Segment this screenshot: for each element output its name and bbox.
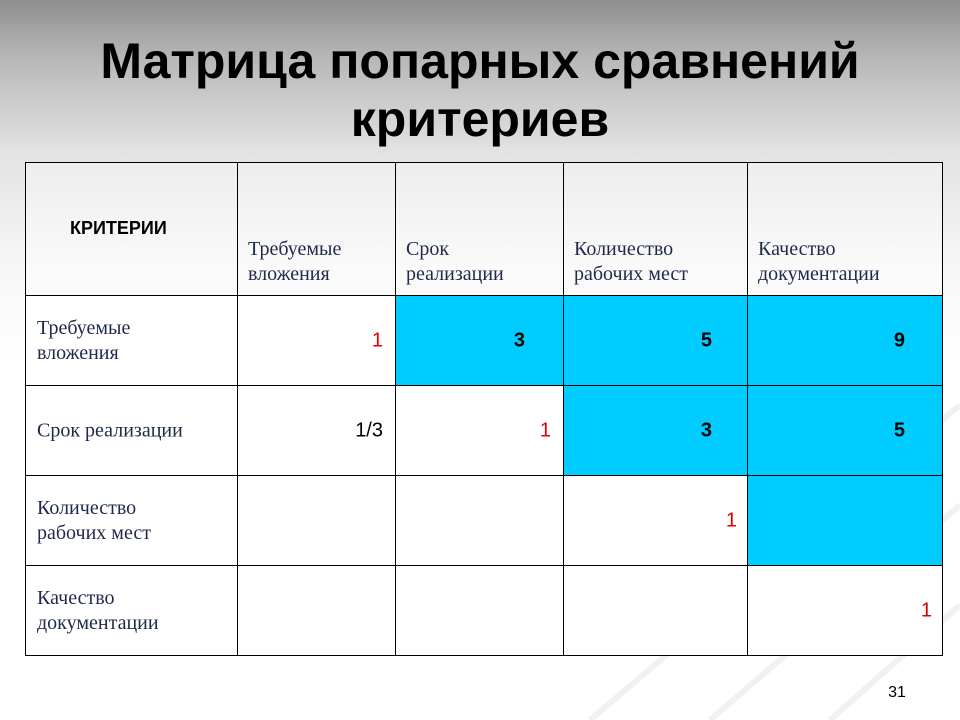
matrix-cell [396, 476, 564, 566]
column-header-line: реализации [406, 263, 504, 285]
cell-value: 1 [539, 419, 551, 441]
title-line-1: Матрица попарных сравнений [100, 33, 860, 89]
matrix-cell [748, 566, 943, 656]
matrix-cell [396, 386, 564, 476]
column-header-line: Требуемые [248, 238, 342, 260]
cell-value: 5 [893, 419, 905, 441]
matrix-cell [748, 296, 943, 386]
pairwise-comparison-matrix [25, 162, 943, 656]
table-row [26, 566, 943, 656]
row-header-line: Требуемые [37, 316, 131, 339]
slide-number: 31 [888, 684, 906, 701]
table-row [26, 476, 943, 566]
column-header [238, 163, 396, 296]
matrix-cell [238, 476, 396, 566]
matrix-cell [238, 296, 396, 386]
cell-value: 1 [371, 329, 383, 351]
column-header [564, 163, 748, 296]
cell-value: 3 [513, 329, 525, 351]
column-header-line: Срок [406, 238, 450, 260]
row-header-line: Качество [37, 586, 115, 609]
column-header-line: Качество [758, 238, 836, 260]
matrix-cell [396, 566, 564, 656]
matrix-cell [238, 386, 396, 476]
row-header-line: Срок реализации [37, 419, 183, 441]
table-row [26, 296, 943, 386]
matrix-cell [564, 296, 748, 386]
matrix-cell [564, 386, 748, 476]
row-header [26, 566, 238, 656]
column-header [396, 163, 564, 296]
column-header-line: Количество [574, 238, 674, 260]
slide-title [0, 32, 960, 148]
cell-value: 5 [700, 329, 712, 351]
row-header-line: вложения [37, 341, 119, 364]
column-header-line: документации [758, 263, 880, 285]
row-header-line: документации [37, 611, 159, 634]
table-header-row [26, 163, 943, 296]
title-line-2: критериев [350, 91, 610, 147]
cell-value: 9 [893, 329, 905, 351]
cell-value: 1 [725, 509, 737, 531]
cell-value: 1/3 [355, 419, 383, 441]
column-header [748, 163, 943, 296]
cell-value: 3 [700, 419, 712, 441]
matrix-cell [748, 386, 943, 476]
corner-cell [26, 163, 238, 296]
row-header-line: рабочих мест [37, 521, 151, 544]
criteria-label: КРИТЕРИИ [70, 218, 167, 238]
column-header-line: вложения [248, 263, 330, 285]
row-header [26, 296, 238, 386]
table-row [26, 386, 943, 476]
row-header [26, 476, 238, 566]
matrix-cell [564, 476, 748, 566]
matrix-cell [748, 476, 943, 566]
column-header-line: рабочих мест [574, 263, 688, 285]
matrix-cell [238, 566, 396, 656]
matrix-cell [564, 566, 748, 656]
row-header [26, 386, 238, 476]
matrix-cell [396, 296, 564, 386]
cell-value: 1 [920, 599, 932, 621]
row-header-line: Количество [37, 496, 137, 519]
